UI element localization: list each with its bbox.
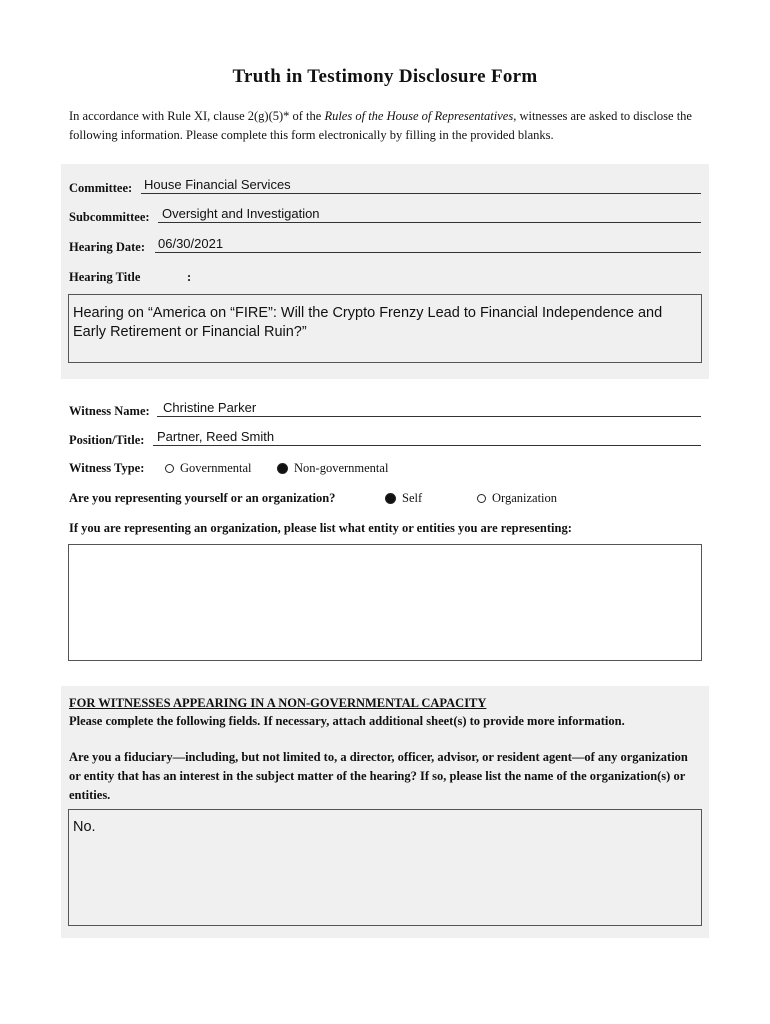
hearing-date-field[interactable]: 06/30/2021 — [158, 236, 224, 251]
governmental-label: Governmental — [180, 461, 252, 475]
position-line — [153, 445, 701, 446]
position-field[interactable]: Partner, Reed Smith — [157, 429, 275, 444]
position-label: Position/Title: — [69, 433, 145, 447]
fiduciary-answer-text: No. — [73, 819, 96, 835]
radio-organization[interactable] — [477, 494, 486, 503]
intro-rules-title: Rules of the House of Representatives — [324, 109, 514, 123]
form-title: Truth in Testimony Disclosure Form — [232, 66, 538, 87]
representing-organization[interactable] — [477, 491, 557, 506]
representing-self[interactable] — [385, 491, 422, 506]
hearing-title-label: Hearing Title — [69, 270, 141, 284]
radio-non-governmental[interactable] — [277, 463, 288, 474]
witness-type-governmental[interactable] — [165, 461, 252, 476]
nongov-instructions: Please complete the following fields. If necessary, attach additional sheet(s) to provide more information. — [69, 714, 625, 728]
witness-type-non-governmental[interactable] — [277, 461, 388, 476]
radio-governmental[interactable] — [165, 464, 174, 473]
subcommittee-label: Subcommittee: — [69, 210, 150, 224]
position-row — [69, 428, 701, 448]
committee-field[interactable]: House Financial Services — [144, 177, 291, 192]
witness-name-label: Witness Name: — [69, 404, 150, 418]
hearing-title-colon: : — [187, 270, 192, 284]
entities-field[interactable] — [68, 544, 702, 661]
witness-type-row — [69, 461, 701, 479]
self-label: Self — [402, 491, 423, 505]
hearing-date-line — [155, 252, 701, 253]
intro-paragraph — [69, 107, 709, 145]
intro-text-1: In accordance with Rule XI, clause 2(g)(5)* of the — [69, 109, 325, 123]
radio-self[interactable] — [385, 493, 396, 504]
representing-label: Are you representing yourself or an organization? — [69, 491, 336, 505]
witness-name-row — [69, 399, 701, 419]
witness-name-line — [157, 416, 701, 417]
witness-name-field[interactable]: Christine Parker — [163, 400, 257, 415]
subcommittee-field[interactable]: Oversight and Investigation — [162, 206, 320, 221]
intro-text-2: , witnesses are asked to disclose the following information. Please complete this form electronically by filling in the provided blanks. — [69, 109, 692, 142]
representing-row — [69, 491, 701, 509]
hearing-title-text: Hearing on “America on “FIRE”: Will the Crypto Frenzy Lead to Financial Independence and Early Retirement or Financial Ruin?” — [73, 305, 663, 340]
fiduciary-question: Are you a fiduciary—including, but not limited to, a director, officer, advisor, or resident agent—of any organization or entity that has an interest in the subject matter of the hearing? If so, please list the name of the organization(s) or entities. — [69, 750, 688, 802]
hearing-date-row — [69, 235, 701, 255]
nongov-heading: FOR WITNESSES APPEARING IN A NON-GOVERNMENTAL CAPACITY — [69, 696, 487, 710]
subcommittee-row — [69, 205, 701, 225]
hearing-title-row — [69, 265, 701, 285]
witness-type-label: Witness Type: — [69, 461, 145, 475]
entities-label: If you are representing an organization, please list what entity or entities you are representing: — [69, 521, 572, 535]
committee-row — [69, 176, 701, 196]
hearing-date-label: Hearing Date: — [69, 240, 146, 254]
committee-label: Committee: — [69, 181, 133, 195]
organization-label: Organization — [492, 491, 558, 505]
non-governmental-label: Non-governmental — [294, 461, 389, 475]
committee-line — [141, 193, 701, 194]
fiduciary-answer-field[interactable] — [68, 809, 702, 926]
subcommittee-line — [158, 222, 701, 223]
hearing-title-field[interactable] — [68, 294, 702, 363]
